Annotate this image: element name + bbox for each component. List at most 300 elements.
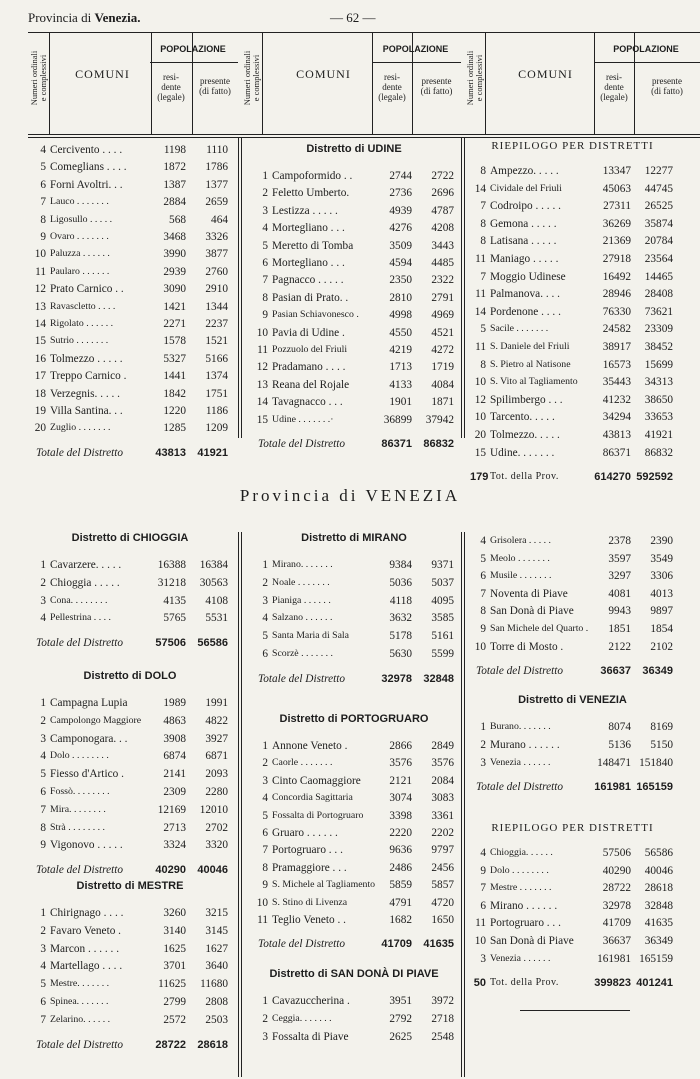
row-number: 5 (40, 978, 46, 991)
table-row (252, 592, 456, 610)
presente-value: 12010 (199, 803, 228, 816)
table-row (30, 141, 230, 159)
residente-value: 41232 (602, 393, 631, 406)
page-header (28, 10, 141, 26)
residente-value: 2309 (163, 786, 186, 798)
total-label: Totale del Distretto (258, 938, 346, 951)
residente-value: 40290 (602, 864, 631, 877)
row-number: 9 (40, 839, 46, 852)
comune-name: Marcon . . . . . . (50, 942, 120, 955)
comuni-header: COMUNI (75, 67, 130, 81)
presente-value: 3443 (431, 239, 454, 252)
table-row (30, 694, 230, 712)
comune-name: Lauco . . . . . . . (50, 196, 109, 208)
comune-name: Zuglio . . . . . . . (50, 422, 111, 434)
row-number: 14 (34, 318, 46, 330)
comune-name: Venezia . . . . . . (490, 952, 551, 964)
presente-value: 4013 (650, 587, 673, 600)
residente-value: 3908 (163, 732, 186, 745)
table-row (30, 592, 230, 610)
table-row (30, 263, 230, 281)
residente-value: 2866 (389, 740, 412, 752)
table-row (30, 556, 230, 574)
residente-line: resi- (606, 72, 622, 82)
row-number: 10 (474, 376, 486, 389)
table-row (30, 747, 230, 765)
presente-value: 15699 (644, 358, 673, 371)
comune-name: Prato Carnico . . (50, 283, 124, 296)
table-row (252, 894, 456, 912)
presente-value: 41635 (644, 917, 673, 930)
table-row (252, 237, 456, 255)
residente-value: 2713 (163, 821, 186, 834)
residente-value: 3951 (389, 995, 412, 1007)
residente-value: 2122 (608, 640, 631, 653)
residente-value: 5136 (608, 738, 631, 751)
district-total-row (470, 974, 675, 992)
row-number: 3 (262, 1030, 268, 1043)
row-number: 4 (480, 847, 486, 859)
residente-line: (legale) (157, 92, 185, 102)
presente-value: 41921 (644, 429, 673, 441)
comune-name: Murano . . . . . . (490, 738, 560, 751)
residente-line: resi- (384, 72, 400, 82)
presente-value: 1377 (205, 178, 228, 191)
comune-name: Paularo . . . . . . (50, 265, 110, 277)
row-number: 1 (40, 697, 46, 709)
presente-value: 11680 (200, 978, 228, 991)
row-number: 1 (262, 995, 268, 1007)
comune-name: Zelarino. . . . . . (50, 1013, 111, 1025)
comune-name: Annone Veneto . (272, 740, 348, 752)
table-row (470, 338, 675, 356)
total-presente: 41921 (197, 446, 228, 459)
presente-value: 3361 (431, 809, 454, 822)
presente-value: 32848 (644, 899, 673, 912)
district-title: Distretto di VENEZIA (518, 694, 627, 706)
presente-header (635, 76, 699, 96)
residente-value: 4791 (389, 896, 412, 909)
comune-name: Mestre . . . . . . . (490, 882, 552, 894)
comune-name: Lestizza . . . . . (272, 204, 338, 217)
comune-name: Latisana . . . . . (490, 235, 557, 248)
table-row (470, 914, 675, 932)
total-label: Totale del Distretto (476, 781, 564, 794)
row-number: 6 (262, 827, 268, 839)
comune-name: Mortegliano . . . (272, 257, 345, 269)
comune-name: Mirano . . . . . . (490, 899, 558, 912)
header-top-rule (28, 32, 700, 33)
table-row (252, 772, 456, 790)
presente-value: 3640 (205, 960, 228, 973)
residente-value: 36899 (383, 413, 412, 426)
comune-name: Comeglians . . . . (50, 161, 127, 174)
comune-name: Mestre. . . . . . . (50, 978, 110, 990)
presente-value: 2702 (205, 821, 228, 834)
presente-value: 1786 (205, 161, 228, 174)
comune-name: Fossalta di Portogruaro (272, 809, 364, 821)
comune-name: Cercivento . . . . (50, 144, 123, 156)
table-row (470, 391, 675, 409)
presente-value: 9797 (431, 844, 454, 857)
row-number: 6 (480, 570, 486, 583)
residente-value: 4219 (389, 344, 412, 356)
comune-name: Camponogara. . . (50, 732, 128, 745)
table-row (470, 736, 675, 754)
presente-value: 4720 (431, 896, 454, 909)
residente-value: 2121 (389, 774, 412, 787)
comune-name: Tolmezzo. . . . . (490, 429, 560, 441)
presente-line: (di fatto) (199, 86, 231, 96)
residente-value: 148471 (597, 756, 631, 769)
district-title: Distretto di CHIOGGIA (71, 532, 189, 544)
column-divider (461, 138, 462, 438)
table-row (252, 411, 456, 429)
comune-name: S. Stino di Livenza (272, 896, 348, 908)
presente-value: 2093 (205, 768, 228, 781)
comune-name: Palmanova. . . . (490, 288, 560, 301)
presente-value: 1719 (431, 361, 454, 374)
residente-value: 4081 (608, 587, 631, 600)
comune-name: Spilimbergo . . . (490, 393, 563, 406)
presente-value: 2760 (205, 265, 228, 278)
row-number: 2 (40, 714, 46, 727)
presente-line: presente (652, 76, 682, 86)
residente-value: 76330 (602, 305, 631, 318)
presente-value: 73621 (644, 305, 673, 318)
residente-value: 1682 (389, 914, 412, 926)
total-label: Totale del Distretto (258, 438, 346, 450)
comune-name: Ovaro . . . . . . . (50, 231, 109, 242)
presente-value: 4108 (205, 594, 228, 607)
table-row (252, 271, 456, 289)
presente-value: 6871 (205, 750, 228, 763)
comune-name: Teglio Veneto . . (272, 914, 346, 926)
presente-value: 1344 (205, 300, 228, 313)
comune-name: Verzegnis. . . . . (50, 387, 120, 400)
total-label: Totale del Distretto (36, 637, 124, 650)
residente-value: 4550 (389, 326, 412, 339)
num-label-line1: Numeri ordinali (242, 50, 252, 106)
presente-value: 5599 (431, 648, 454, 660)
residente-value: 1421 (163, 300, 186, 313)
row-number: 13 (256, 378, 268, 391)
residente-value: 36637 (602, 935, 631, 947)
row-number: 9 (262, 879, 268, 892)
comune-name: Tavagnacco . . . (272, 396, 343, 409)
table-row (470, 180, 675, 198)
header-divider (262, 32, 263, 135)
presente-value: 2722 (431, 170, 454, 182)
comune-name: Dolo . . . . . . . . (490, 864, 549, 876)
row-number: 8 (262, 861, 268, 874)
row-number: 2 (262, 576, 268, 589)
table-row (252, 1010, 456, 1028)
table-row (252, 556, 456, 574)
total-residente: 43813 (155, 446, 186, 459)
residente-value: 1872 (163, 161, 186, 174)
row-number: 5 (262, 630, 268, 643)
presente-value: 14465 (644, 270, 673, 283)
residente-value: 3468 (163, 231, 186, 243)
table-row (30, 176, 230, 194)
presente-value: 4521 (431, 326, 454, 339)
residente-value: 3632 (389, 612, 412, 625)
residente-value: 4118 (389, 594, 412, 607)
total-residente: 614270 (594, 471, 631, 484)
comune-name: Fossalta di Piave (272, 1030, 349, 1043)
presente-value: 5037 (431, 576, 454, 589)
row-number: 5 (480, 323, 486, 336)
row-number: 8 (480, 235, 486, 248)
presente-value: 2503 (205, 1013, 228, 1026)
presente-value: 1110 (206, 144, 228, 156)
presente-value: 5531 (205, 612, 228, 625)
presente-value: 3145 (205, 924, 228, 937)
presente-value: 464 (211, 213, 228, 226)
comune-name: Udine . . . . . . .· (272, 413, 334, 425)
residente-line: resi- (163, 72, 179, 82)
presente-value: 23309 (644, 323, 673, 336)
comune-name: Pasian di Prato. . (272, 291, 349, 304)
column-divider (464, 532, 465, 1077)
total-presente: 32848 (423, 672, 454, 685)
header-prefix: Provincia di (28, 10, 95, 25)
comune-name: Sutrio . . . . . . . (50, 335, 109, 347)
presente-value: 2659 (205, 196, 228, 209)
table-row (30, 940, 230, 958)
table-row (30, 158, 230, 176)
residente-value: 2799 (163, 996, 186, 1008)
presente-value: 2791 (431, 291, 454, 304)
residente-value: 1901 (389, 396, 412, 409)
district-total-row (470, 468, 675, 486)
presente-value: 2456 (431, 861, 454, 874)
residente-value: 1851 (608, 623, 631, 635)
row-number: 7 (40, 1013, 46, 1026)
presente-value: 5161 (431, 630, 454, 643)
district-title: Distretto di MIRANO (301, 532, 407, 544)
table-row (252, 167, 456, 185)
residente-value: 8074 (608, 721, 631, 733)
num-column-label (243, 38, 261, 118)
table-row (252, 609, 456, 627)
comune-name: Forni Avoltri. . . (50, 178, 123, 191)
comune-name: Cavarzere. . . . . (50, 559, 122, 571)
comune-name: Mirano. . . . . . . (272, 559, 333, 570)
comune-name: Rigolato . . . . . . (50, 318, 114, 329)
presente-value: 5857 (431, 879, 454, 892)
presente-value: 3972 (431, 995, 454, 1007)
table-row (470, 303, 675, 321)
presente-value: 40046 (644, 864, 673, 877)
comune-name: Noventa di Piave (490, 587, 568, 600)
residente-value: 4939 (389, 204, 412, 217)
row-number: 5 (480, 552, 486, 565)
district-title: Distretto di MESTRE (76, 880, 184, 892)
residente-value: 5765 (163, 612, 186, 625)
row-number: 7 (262, 274, 268, 287)
row-number: 3 (262, 774, 268, 787)
popolazione-rule (150, 62, 238, 63)
row-number: 6 (40, 178, 46, 191)
total-residente: 32978 (381, 672, 412, 685)
table-row (470, 754, 675, 772)
table-row (252, 341, 456, 359)
total-presente: 41635 (423, 938, 454, 951)
district-total-row (252, 670, 456, 688)
comune-name: Tarcento. . . . . (490, 411, 555, 424)
row-number: 3 (262, 594, 268, 607)
residente-value: 32978 (602, 899, 631, 912)
comune-name: Cinto Caomaggiore (272, 774, 361, 787)
table-row (30, 280, 230, 298)
num-label-line2: e complessivi (474, 54, 484, 102)
table-row (470, 718, 675, 736)
comune-name: San Donà di Piave (490, 605, 574, 618)
num-label-line2: e complessivi (38, 54, 48, 102)
residente-value: 27311 (603, 200, 631, 213)
row-number: 11 (257, 914, 268, 926)
table-row (30, 385, 230, 403)
total-residente: 28722 (155, 1038, 186, 1051)
row-number: 1 (480, 721, 486, 733)
comune-name: Pradamano . . . . (272, 361, 346, 374)
presente-value: 20784 (644, 235, 673, 248)
total-label: Tot. della Prov. (490, 977, 559, 989)
comune-name: Pasian Schiavonesco . (272, 309, 359, 321)
table-row (252, 859, 456, 877)
row-number: 10 (256, 326, 268, 339)
row-number: 8 (480, 217, 486, 230)
residente-value: 5630 (389, 648, 412, 660)
table-row (470, 932, 675, 950)
residente-value: 2810 (389, 291, 412, 304)
residente-value: 2572 (163, 1013, 186, 1026)
table-row (470, 250, 675, 268)
table-row (252, 737, 456, 755)
row-number: 9 (262, 309, 268, 322)
row-number: 15 (34, 335, 46, 348)
presente-value: 1991 (205, 697, 228, 709)
comune-name: Caorle . . . . . . . (272, 757, 333, 769)
residente-value: 1578 (163, 335, 186, 348)
comune-name: Udine. . . . . . . (490, 446, 555, 459)
row-number: 8 (480, 358, 486, 371)
table-row (470, 373, 675, 391)
total-label: Totale del Distretto (258, 672, 346, 685)
residente-value: 3597 (608, 552, 631, 565)
row-number: 6 (40, 786, 46, 798)
table-row (30, 211, 230, 229)
residente-value: 5178 (389, 630, 412, 643)
comune-name: Villa Santina. . . (50, 405, 123, 417)
row-number: 4 (40, 144, 46, 156)
table-row (470, 844, 675, 862)
table-row (470, 638, 675, 656)
table-row (30, 819, 230, 837)
comune-name: Reana del Rojale (272, 378, 350, 391)
presente-value: 3877 (205, 248, 228, 261)
table-row (252, 841, 456, 859)
row-number: 8 (480, 605, 486, 618)
total-residente: 40290 (155, 864, 186, 877)
total-label: Totale del Distretto (36, 1038, 124, 1051)
residente-line: dente (161, 82, 181, 92)
comune-name: S. Pietro al Natisone (490, 358, 571, 370)
row-number: 10 (474, 411, 486, 424)
presente-value: 1650 (431, 914, 454, 926)
residente-value: 57506 (602, 847, 631, 859)
table-row (470, 879, 675, 897)
presente-value: 151840 (639, 756, 673, 769)
row-number: 1 (262, 740, 268, 752)
comune-name: San Michele del Quarto . (490, 623, 589, 634)
residente-value: 1625 (163, 942, 186, 955)
table-row (252, 992, 456, 1010)
table-row (30, 975, 230, 993)
residente-value: 1713 (389, 361, 412, 374)
presente-value: 2696 (431, 187, 454, 200)
row-number: 1 (262, 170, 268, 182)
presente-value: 1627 (205, 942, 228, 955)
header-divider (49, 32, 50, 135)
presente-value: 38650 (644, 393, 673, 406)
table-row (30, 904, 230, 922)
row-number: 11 (257, 344, 268, 356)
table-row (30, 712, 230, 730)
row-number: 10 (34, 248, 46, 261)
presente-value: 2280 (205, 786, 228, 798)
table-row (470, 426, 675, 444)
table-row (470, 950, 675, 968)
table-row (252, 807, 456, 825)
comune-name: Fiesso d'Artico . (50, 768, 124, 781)
presente-line: presente (421, 76, 452, 86)
row-number: 6 (480, 899, 486, 912)
header-divider (485, 32, 486, 135)
row-number: 3 (262, 204, 268, 217)
residente-line: dente (604, 82, 624, 92)
presente-value: 4485 (431, 257, 454, 269)
table-row (470, 602, 675, 620)
table-row (252, 393, 456, 411)
residente-value: 3140 (163, 924, 186, 937)
residente-value: 3398 (389, 809, 412, 822)
row-number: 3 (480, 756, 486, 769)
table-row (252, 876, 456, 894)
comune-name: Santa Maria di Sala (272, 630, 349, 642)
comune-name: Salzano . . . . . . (272, 612, 333, 624)
presente-value: 12277 (644, 165, 673, 177)
residente-value: 1387 (163, 178, 186, 191)
comune-name: Pavia di Udine . (272, 326, 345, 339)
residente-value: 9636 (389, 844, 412, 857)
comuni-header: COMUNI (518, 67, 573, 81)
row-number: 9 (480, 623, 486, 635)
row-number: 7 (480, 882, 486, 895)
row-number: 4 (480, 535, 486, 547)
residente-value: 3074 (389, 792, 412, 805)
row-number: 1 (262, 559, 268, 571)
comune-name: Portogruaro . . . (490, 917, 561, 930)
comune-name: Meolo . . . . . . . (490, 552, 550, 564)
row-number: 4 (40, 960, 46, 973)
presente-value: 3549 (650, 552, 673, 565)
presente-value: 3320 (205, 839, 228, 852)
district-total-row (30, 1036, 230, 1054)
comune-name: Meretto di Tomba (272, 239, 354, 252)
